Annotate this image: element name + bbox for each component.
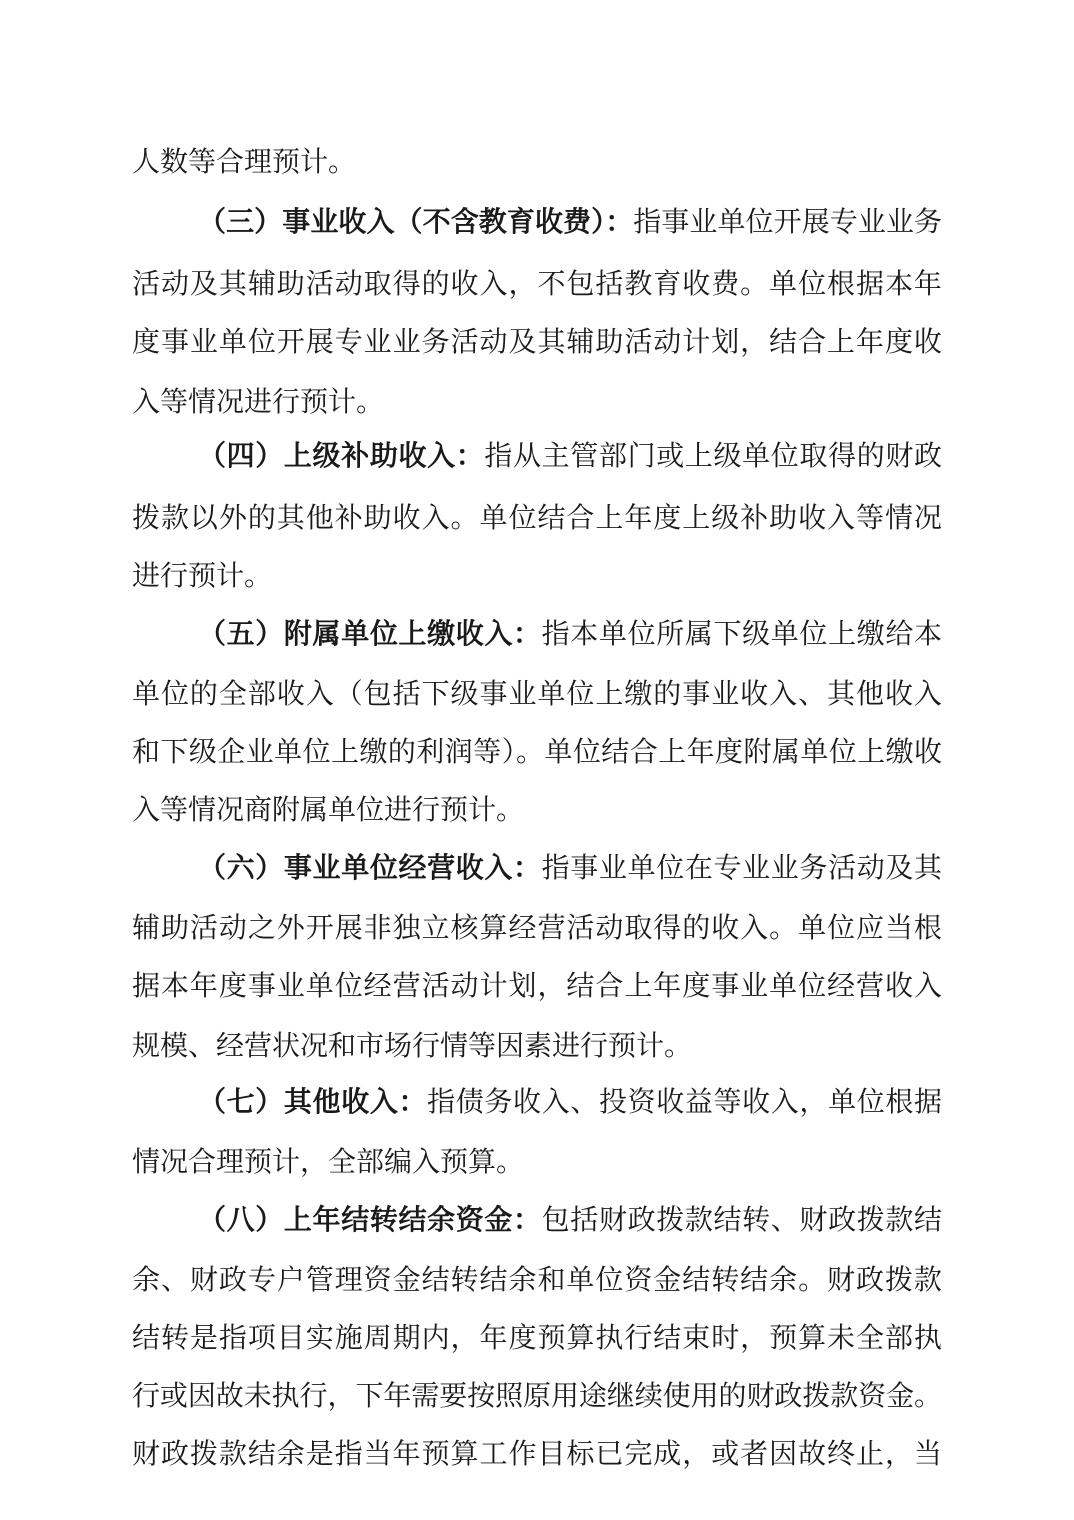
body-text: 结转是指项目实施周期内，年度预算执行结束时，预算未全部执 [132,1321,943,1354]
text-line [0,264,1074,304]
body-text: 辅助活动之外开展非独立核算经营活动取得的收入。单位应当根 [132,911,943,944]
body-text: 人数等合理预计。 [132,145,357,178]
text-line [0,1026,1074,1066]
text-line [0,1200,1074,1240]
body-text: 指债务收入、投资收益等收入，单位根据 [427,1085,943,1118]
text-line [0,848,1074,888]
section-heading: （五）附属单位上缴收入： [198,617,542,650]
body-text: 单位的全部收入（包括下级事业单位上缴的事业收入、其他收入 [132,677,943,710]
body-text: 指事业单位在专业业务活动及其 [541,851,943,884]
body-text: 据本年度事业单位经营活动计划，结合上年度事业单位经营收入 [132,969,943,1002]
text-line [0,790,1074,830]
body-text: 指事业单位开展专业业务 [633,205,943,238]
body-text: 拨款以外的其他补助收入。单位结合上年度上级补助收入等情况 [132,501,943,534]
section-heading: （七）其他收入： [198,1085,428,1118]
text-line [0,674,1074,714]
text-line [0,498,1074,538]
body-text: 活动及其辅助活动取得的收入，不包括教育收费。单位根据本年 [132,267,943,300]
body-text: 规模、经营状况和市场行情等因素进行预计。 [132,1029,693,1062]
text-line [0,1082,1074,1122]
body-text: 指从主管部门或上级单位取得的财政 [484,439,943,472]
section-heading: （六）事业单位经营收入： [198,851,542,884]
text-line [0,382,1074,422]
body-text: 情况合理预计，全部编入预算。 [132,1145,525,1178]
text-line [0,1260,1074,1300]
text-line [0,1142,1074,1182]
text-line [0,142,1074,182]
body-text: 包括财政拨款结转、财政拨款结 [541,1203,943,1236]
body-text: 入等情况进行预计。 [132,385,385,418]
text-line [0,908,1074,948]
body-text: 进行预计。 [132,559,273,592]
body-text: 财政拨款结余是指当年预算工作目标已完成，或者因故终止，当 [132,1437,943,1470]
body-text: 余、财政专户管理资金结转结余和单位资金结转结余。财政拨款 [132,1263,943,1296]
text-line [0,1434,1074,1474]
text-line [0,732,1074,772]
text-line [0,614,1074,654]
text-line [0,322,1074,362]
text-line [0,202,1074,242]
section-heading: （三）事业收入（不含教育收费）： [198,205,634,238]
body-text: 指本单位所属下级单位上缴给本 [541,617,943,650]
section-heading: （四）上级补助收入： [198,439,485,472]
section-heading: （八）上年结转结余资金： [198,1203,542,1236]
body-text: 和下级企业单位上缴的利润等）。单位结合上年度附属单位上缴收 [132,735,943,768]
text-line [0,436,1074,476]
text-line [0,966,1074,1006]
body-text: 行或因故未执行，下年需要按照原用途继续使用的财政拨款资金。 [132,1379,942,1412]
body-text: 入等情况商附属单位进行预计。 [132,793,525,826]
text-line [0,1376,1074,1416]
text-line [0,1318,1074,1358]
text-line [0,556,1074,596]
body-text: 度事业单位开展专业业务活动及其辅助活动计划，结合上年度收 [132,325,943,358]
